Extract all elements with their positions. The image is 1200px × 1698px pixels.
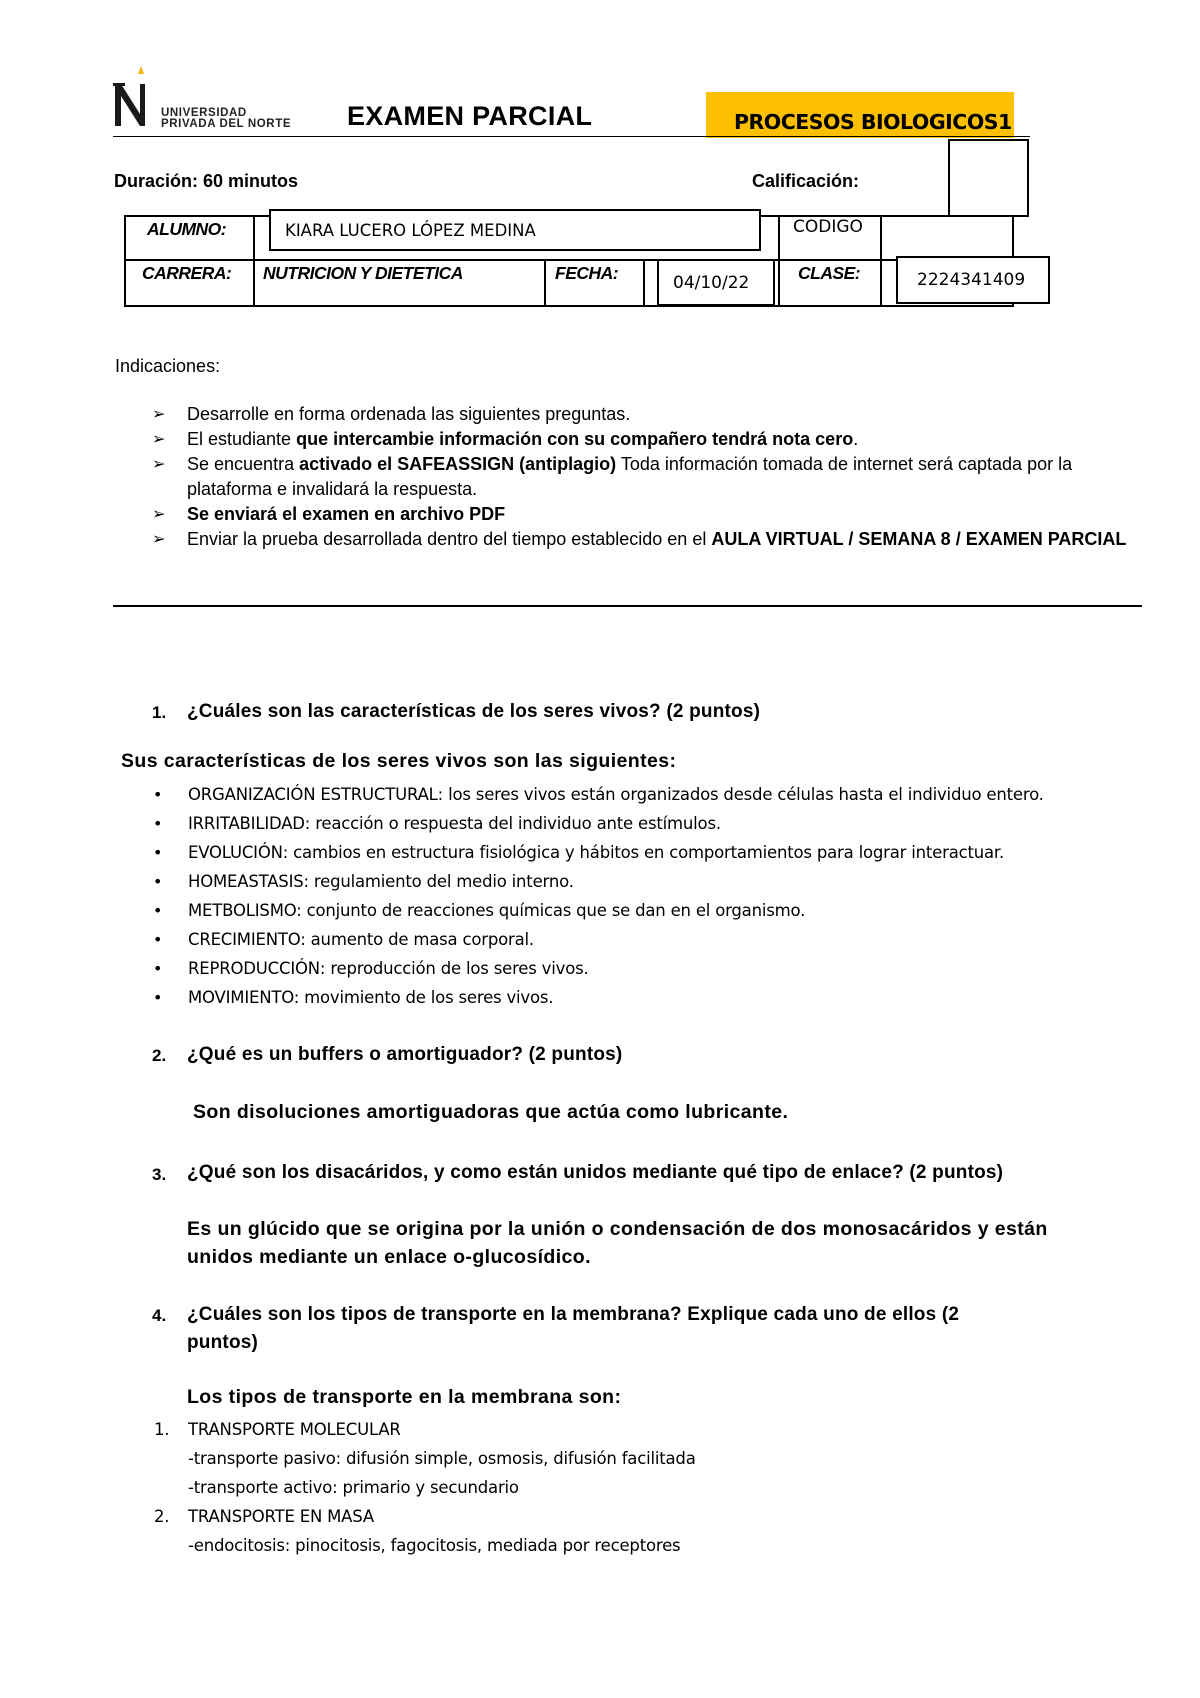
q4-answer-list: [150, 1415, 696, 1560]
q1-answer-text: REPRODUCCIÓN: reproducción de los seres vivos.: [188, 959, 589, 978]
indication-text: activado el SAFEASSIGN (antiplagio): [299, 454, 617, 474]
q1-answer-text: MOVIMIENTO: movimiento de los seres vivos.: [188, 988, 554, 1007]
indication-text: AULA VIRTUAL / SEMANA 8 / EXAMEN PARCIAL: [711, 529, 1127, 549]
transport-type-detail: -transporte activo: primario y secundario: [188, 1478, 519, 1497]
carrera-label: CARRERA:: [142, 263, 232, 283]
bullet-icon: •: [153, 901, 163, 920]
q3-answer-line1: Es un glúcido que se origina por la unión o condensación de dos monosacáridos y están: [187, 1218, 1048, 1240]
indication-item: [152, 502, 1142, 527]
transport-type-item: [150, 1415, 696, 1502]
indication-item: [152, 427, 1142, 452]
carrera-value: NUTRICION Y DIETETICA: [263, 263, 463, 283]
arrow-bullet-icon: ➢: [152, 506, 166, 523]
q1-answer-text: IRRITABILIDAD: reacción o respuesta del individuo ante estímulos.: [188, 814, 721, 833]
indication-item: [152, 527, 1142, 552]
q1-answer-item: [153, 780, 1044, 809]
q1-answer-list: [153, 780, 1044, 1012]
transport-type-number: 1.: [154, 1420, 170, 1439]
q3-number: 3.: [152, 1165, 167, 1184]
q1-answer-text: ORGANIZACIÓN ESTRUCTURAL: los seres vivos están organizados desde células hasta el individuo entero.: [188, 785, 1044, 804]
arrow-bullet-icon: ➢: [152, 456, 166, 473]
alumno-value: KIARA LUCERO LÓPEZ MEDINA: [285, 221, 536, 240]
clase-value: 2224341409: [917, 270, 1026, 290]
bullet-icon: •: [153, 785, 163, 804]
table-line: [880, 215, 882, 307]
indication-item: [152, 402, 1142, 427]
alumno-label: ALUMNO:: [147, 219, 227, 239]
fecha-value: 04/10/22: [673, 273, 750, 293]
duration-label: Duración: 60 minutos: [114, 171, 299, 191]
table-line: [124, 215, 126, 307]
q1-answer-text: CRECIMIENTO: aumento de masa corporal.: [188, 930, 534, 949]
arrow-bullet-icon: ➢: [152, 406, 166, 423]
q1-answer-item: [153, 867, 1044, 896]
q1-number: 1.: [152, 703, 167, 722]
indication-text: Enviar la prueba desarrollada dentro del tiempo establecido en el: [187, 529, 712, 549]
transport-type-number: 2.: [154, 1507, 170, 1526]
header-divider: [113, 136, 1030, 137]
indications-label: Indicaciones:: [115, 356, 221, 376]
bullet-icon: •: [153, 814, 163, 833]
exam-title: EXAMEN PARCIAL: [347, 101, 593, 131]
indication-item: [152, 452, 1142, 502]
indication-text: Se encuentra: [187, 454, 300, 474]
bullet-icon: •: [153, 872, 163, 891]
q4-question-line1: ¿Cuáles son los tipos de transporte en la membrana? Explique cada uno de ellos (2: [187, 1304, 960, 1325]
q3-question: ¿Qué son los disacáridos, y como están unidos mediante qué tipo de enlace? (2 puntos): [187, 1162, 1004, 1183]
q2-answer: Son disoluciones amortiguadoras que actúa como lubricante.: [193, 1101, 789, 1123]
transport-type-detail: -endocitosis: pinocitosis, fagocitosis, mediada por receptores: [188, 1536, 681, 1555]
fecha-label: FECHA:: [555, 263, 619, 283]
transport-type-title: TRANSPORTE MOLECULAR: [188, 1420, 401, 1439]
arrow-bullet-icon: ➢: [152, 531, 166, 548]
logo-text-line2: PRIVADA DEL NORTE: [161, 118, 292, 130]
table-line: [544, 260, 546, 307]
q1-answer-text: METBOLISMO: conjunto de reacciones químicas que se dan en el organismo.: [188, 901, 806, 920]
q1-answer-item: [153, 838, 1044, 867]
indication-text: .: [853, 429, 859, 449]
transport-type-detail: -transporte pasivo: difusión simple, osmosis, difusión facilitada: [188, 1449, 696, 1468]
bullet-icon: •: [153, 988, 163, 1007]
q1-answer-text: EVOLUCIÓN: cambios en estructura fisiológica y hábitos en comportamientos para lograr interactuar.: [188, 843, 1005, 862]
q1-answer-item: [153, 954, 1044, 983]
q4-question-line2: puntos): [187, 1332, 259, 1353]
indication-text: Toda información tomada de internet será captada por la plataforma e invalidará la respuesta.: [187, 454, 1073, 499]
table-line: [778, 215, 780, 307]
q1-answer-item: [153, 896, 1044, 925]
transport-type-item: [150, 1502, 696, 1560]
q2-number: 2.: [152, 1046, 167, 1065]
q1-answer-item: [153, 809, 1044, 838]
q1-answer-intro: Sus características de los seres vivos son las siguientes:: [121, 750, 677, 772]
indication-text: Se enviará el examen en archivo PDF: [187, 504, 506, 524]
q1-answer-item: [153, 983, 1044, 1012]
section-divider: [113, 605, 1142, 607]
university-logo: [113, 66, 293, 132]
codigo-label: CODIGO: [793, 217, 863, 237]
q1-question: ¿Cuáles son las características de los seres vivos? (2 puntos): [187, 701, 761, 722]
course-title: PROCESOS BIOLOGICOS1: [734, 110, 1012, 134]
grade-box[interactable]: [948, 139, 1029, 217]
indication-text: Desarrolle en forma ordenada las siguientes preguntas.: [187, 404, 631, 424]
arrow-bullet-icon: ➢: [152, 431, 166, 448]
q4-number: 4.: [152, 1306, 167, 1325]
indications-list: [152, 402, 1142, 552]
table-line: [643, 260, 645, 307]
indication-text: que intercambie información con su compañero tendrá nota cero: [296, 429, 854, 449]
grade-label: Calificación:: [752, 171, 860, 191]
transport-type-title: TRANSPORTE EN MASA: [188, 1507, 374, 1526]
logo-text-line1: UNIVERSIDAD: [161, 107, 247, 119]
q2-question: ¿Qué es un buffers o amortiguador? (2 puntos): [187, 1044, 623, 1065]
q3-answer-line2: unidos mediante un enlace o-glucosídico.: [187, 1246, 591, 1268]
table-line: [253, 215, 255, 307]
q4-answer-intro: Los tipos de transporte en la membrana son:: [187, 1386, 622, 1408]
q1-answer-text: HOMEASTASIS: regulamiento del medio interno.: [188, 872, 574, 891]
bullet-icon: •: [153, 930, 163, 949]
bullet-icon: •: [153, 959, 163, 978]
indication-text: El estudiante: [187, 429, 297, 449]
q1-answer-item: [153, 925, 1044, 954]
clase-label: CLASE:: [798, 263, 861, 283]
bullet-icon: •: [153, 843, 163, 862]
